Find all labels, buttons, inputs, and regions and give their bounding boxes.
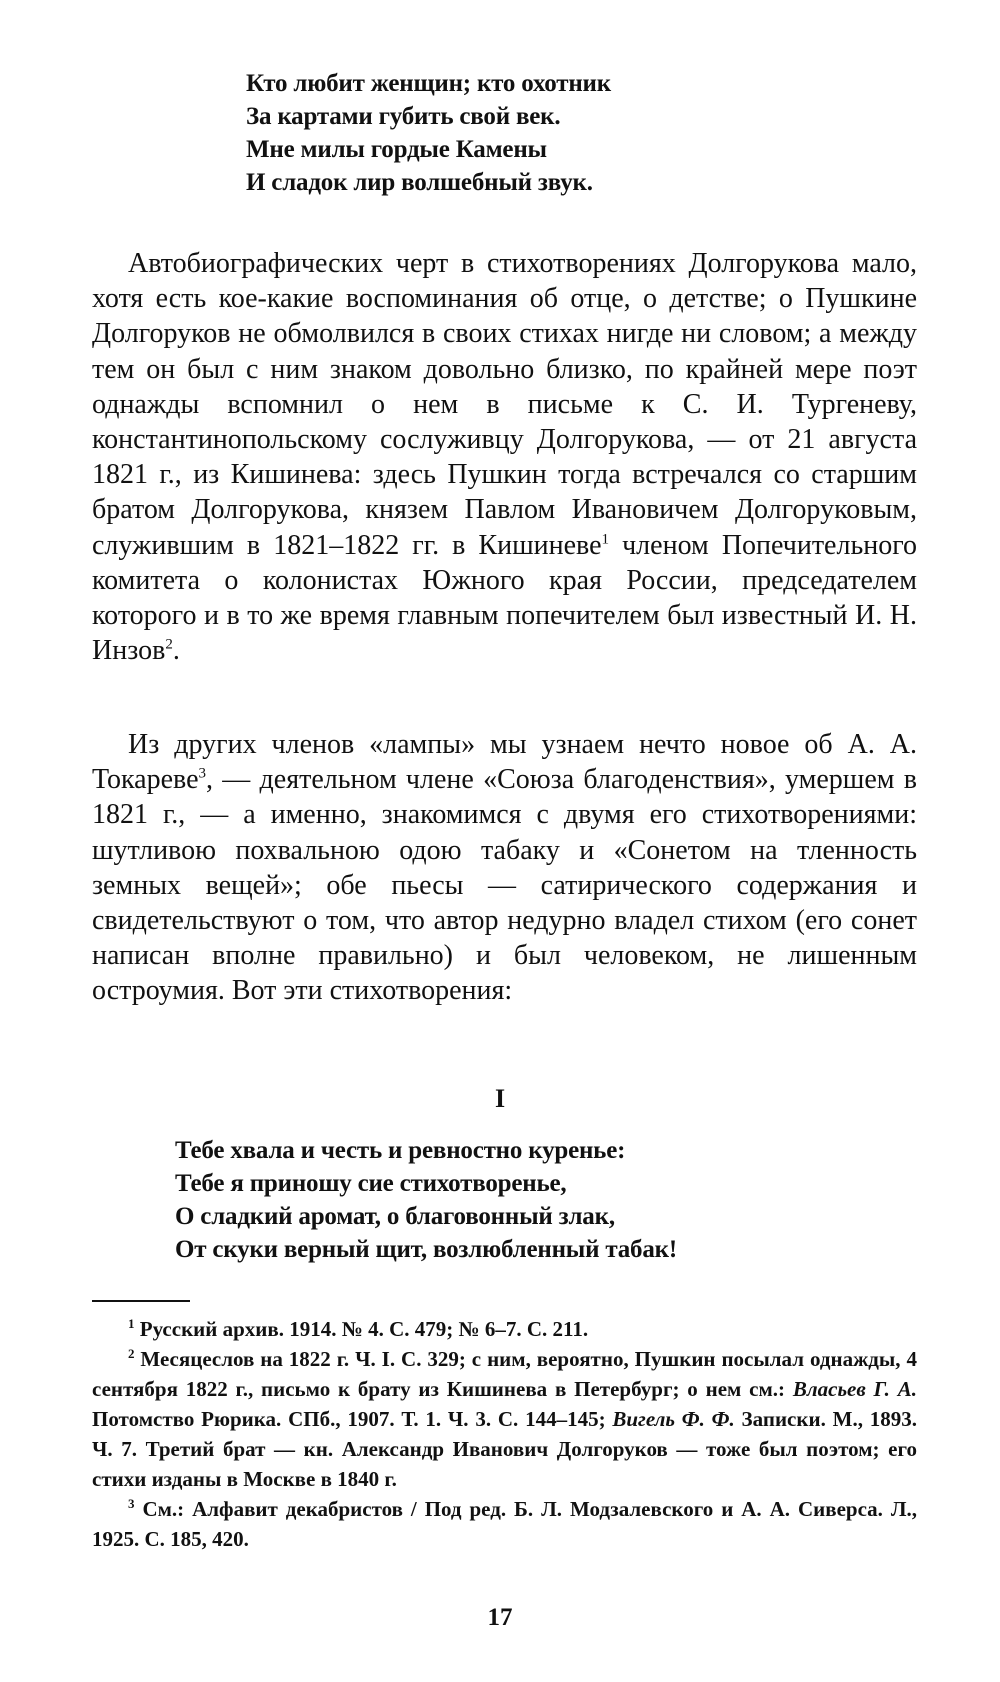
section-numeral: I bbox=[494, 1084, 506, 1113]
footnote-divider bbox=[92, 1300, 190, 1302]
footnotes bbox=[92, 1314, 917, 1554]
paragraph-text: . bbox=[172, 635, 180, 667]
paragraph-text: членом Попечительного комитета о колонистах Южного края России, председателем которого и в то же время главным попечителем был известный И. Н. Инзов bbox=[92, 529, 917, 667]
paragraph-text: Из других членов «лампы» мы узнаем нечто новое об А. А. Токареве bbox=[92, 729, 917, 796]
footnote-text: Месяцеслов на 1822 г. Ч. I. С. 329; с ним, вероятно, Пушкин посылал однажды, 4 сентября 1822 г., письмо к брату из Кишинева в Петербург; о нем см.: bbox=[92, 1347, 917, 1401]
footnote-ref-1[interactable]: 1 bbox=[601, 531, 610, 548]
verse-line: От скуки верный щит, возлюбленный табак! bbox=[175, 1236, 677, 1263]
paragraph-tokarev bbox=[92, 727, 917, 1009]
verse-stanza-top bbox=[246, 67, 611, 199]
footnote-author: Вигель Ф. Ф. bbox=[612, 1407, 735, 1431]
footnote-2 bbox=[92, 1344, 917, 1494]
footnote-ref-2[interactable]: 2 bbox=[165, 636, 173, 653]
verse-stanza-bottom bbox=[175, 1134, 677, 1266]
footnote-text: См.: Алфавит декабристов / Под ред. Б. Л. Модзалевского и А. А. Сиверса. Л., 1925. С. 185, 420. bbox=[92, 1497, 917, 1551]
verse-line: Кто любит женщин; кто охотник bbox=[246, 70, 611, 97]
page-number: 17 bbox=[487, 1604, 513, 1631]
verse-line: Тебе я приношу сие стихотворенье, bbox=[175, 1170, 567, 1197]
footnote-ref-3[interactable]: 3 bbox=[198, 765, 207, 782]
footnote-number: 1 bbox=[128, 1316, 135, 1331]
verse-line: О сладкий аромат, о благовонный злак, bbox=[175, 1203, 615, 1230]
footnote-1 bbox=[92, 1314, 917, 1344]
footnote-number: 3 bbox=[128, 1496, 135, 1511]
paragraph-text: Автобиографических черт в стихотворениях Долгорукова мало, хотя есть кое-какие воспоминания об отце, о детстве; о Пушкине Долгоруков не обмолвился в своих стихах нигде ни словом; а между тем он был с ним знаком довольно близко, по крайней мере поэт однажды вспомнил о нем в письме к С. И. Тургеневу, константинопольскому сослуживцу Долгорукова, — от 21 августа 1821 г., из Кишинева: здесь Пушкин тогда встречался со старшим братом Долгорукова, князем Павлом Ивановичем Долгоруковым, служившим в 1821–1822 гг. в Кишиневе bbox=[92, 248, 917, 561]
verse-line: Мне милы гордые Камены bbox=[246, 136, 547, 163]
footnote-number: 2 bbox=[128, 1346, 135, 1361]
paragraph-text: , — деятельном члене «Союза благоденствия», умершем в 1821 г., — а именно, знакомимся с двумя его стихотворениями: шутливою похвальною одою табаку и «Сонетом на тленность земных вещей»; обе пьесы — сатирического содержания и свидетельствуют о том, что автор недурно владел стихом (его сонет написан вполне правильно) и был человеком, не лишенным остроумия. Вот эти стихотворения: bbox=[92, 764, 917, 1007]
verse-line: За картами губить свой век. bbox=[246, 103, 561, 130]
footnote-author: Власьев Г. А. bbox=[792, 1377, 917, 1401]
paragraph-autobiography bbox=[92, 246, 917, 668]
verse-line: И сладок лир волшебный звук. bbox=[246, 169, 593, 196]
footnote-text: Записки. М., 1893. Ч. 7. Третий брат — кн. Александр Иванович Долгоруков — тоже был поэтом; его стихи изданы в Москве в 1840 г. bbox=[92, 1407, 917, 1491]
footnote-3 bbox=[92, 1494, 917, 1554]
verse-line: Тебе хвала и честь и ревностно куренье: bbox=[175, 1137, 626, 1164]
footnote-text: Русский архив. 1914. № 4. С. 479; № 6–7. С. 211. bbox=[134, 1317, 589, 1341]
footnote-text: Потомство Рюрика. СПб., 1907. Т. 1. Ч. 3. С. 144–145; bbox=[92, 1407, 613, 1431]
